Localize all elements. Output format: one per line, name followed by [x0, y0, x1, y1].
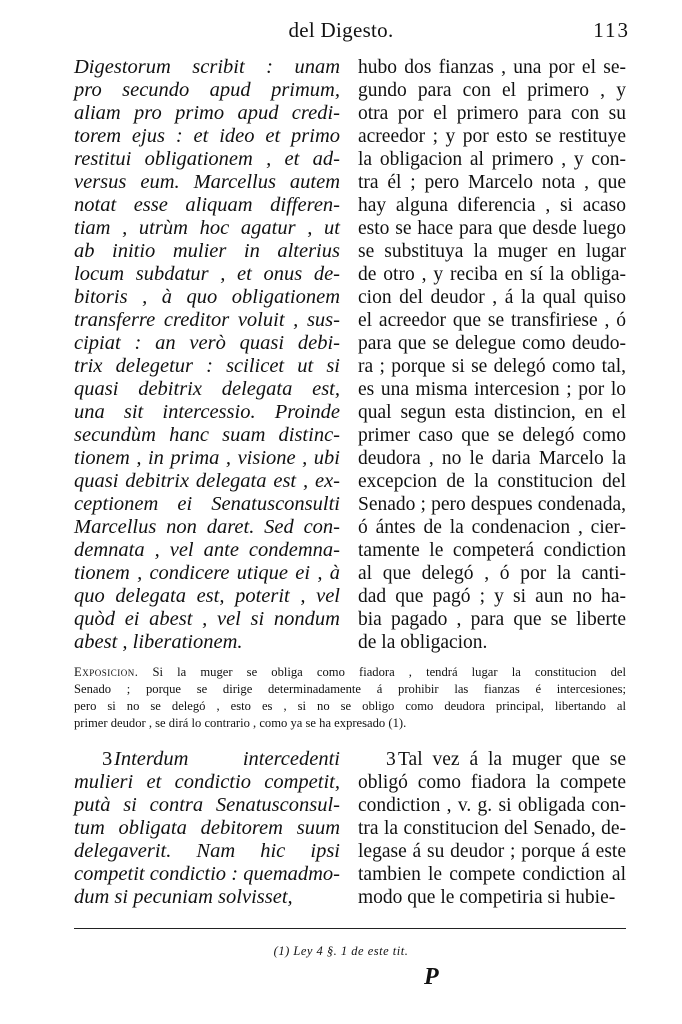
spanish-translation-column: [358, 56, 626, 654]
spanish-text-line: es una misma intercesion ; por lo: [358, 379, 626, 400]
latin-text-line: tiam , utrùm hoc agatur , ut: [74, 217, 340, 239]
latin-text-line: Marcellus non daret. Sed con-: [74, 516, 340, 538]
latin-section-3-line: mulieri et condictio competit,: [74, 771, 340, 793]
latin-text-line: notat esse aliquam differen-: [74, 194, 340, 216]
page-number: 113: [593, 18, 630, 42]
spanish-text-line: tamente le competerá condiction: [358, 540, 626, 561]
spanish-text-line: esto se hace para que desde luego: [358, 218, 626, 239]
page-header: [0, 18, 682, 52]
spanish-text-line: para que se delegue como deudo-: [358, 333, 626, 354]
spanish-text-line: bia pagado , para que se liberte: [358, 609, 626, 630]
spanish-section-3-line: legase á su deudor ; porque á este: [358, 841, 626, 862]
footnote-rule: [74, 928, 626, 929]
latin-text-line: quo delegata est, poterit , vel: [74, 585, 340, 607]
spanish-text-line: Senado ; pero despues condenada,: [358, 494, 626, 515]
latin-text-line: bitoris , à quo obligationem: [74, 286, 340, 308]
latin-text-line: tionem , in prima , visione , ubi: [74, 447, 340, 469]
latin-text-line: demnata , vel ante condemna-: [74, 539, 340, 561]
spanish-text-line: ó ántes de la condenacion , cier-: [358, 517, 626, 538]
spanish-text-line: al que delegó , ó por la canti-: [358, 563, 626, 584]
latin-text-line: secundùm hanc suam distinc-: [74, 424, 340, 446]
exposition-paragraph: [74, 664, 626, 732]
latin-text-line: abest , liberationem.: [74, 631, 243, 653]
latin-section-3-line: competit condictio : quemadmo-: [74, 863, 340, 885]
spanish-section-3-line: modo que le competiria si hubie-: [358, 887, 616, 908]
spanish-text-line: de otro , y reciba en sí la obliga-: [358, 264, 626, 285]
latin-section-3-first-line: 3Interdum intercedenti: [74, 748, 340, 771]
spanish-section-3-line: obligó como fiadora la compete: [358, 772, 626, 793]
latin-text-line: restitui obligationem , et ad-: [74, 148, 340, 170]
section-number: 3: [386, 749, 396, 770]
latin-text-line: Digestorum scribit : unam: [74, 56, 340, 78]
latin-text-line: versus eum. Marcellus autem: [74, 171, 340, 193]
spanish-text-line: gundo para con el primero , y: [358, 80, 626, 101]
latin-text-line: quòd ei abest , vel si nondum: [74, 608, 340, 630]
latin-text-line: una sit intercessio. Proinde: [74, 401, 340, 423]
spanish-section-3-line: tra la constitucion del Senado, de-: [358, 818, 626, 839]
spanish-text-line: de la obligacion.: [358, 632, 488, 653]
latin-text-column: [74, 56, 340, 654]
spanish-section-3-column: [358, 748, 626, 909]
spanish-text-line: cion del deudor , á la qual quiso: [358, 287, 626, 308]
latin-text-line: ceptionem ei Senatusconsulti: [74, 493, 340, 515]
latin-text-line: transferre creditor voluit , sus-: [74, 309, 340, 331]
latin-text-line: cipiat : an verò quasi debi-: [74, 332, 340, 354]
spanish-text-line: acreedor ; y por esto se restituye: [358, 126, 626, 147]
exposition-line-2: Senado ; porque se dirige determinadamente á prohibir las fianzas é intercesiones;: [74, 682, 626, 696]
spanish-text-line: la obligacion al primero , y con-: [358, 149, 626, 170]
spanish-text-line: excepcion de la constitucion del: [358, 471, 626, 492]
spanish-text-line: dad que pagó ; y si aun no ha-: [358, 586, 626, 607]
spanish-text-line: primer caso que se delegó como: [358, 425, 626, 446]
latin-text-line: pro secundo apud primum,: [74, 79, 340, 101]
latin-text-line: quasi debitrix delegata est , ex-: [74, 470, 340, 492]
spanish-text-line: tra él ; pero Marcelo nota , que: [358, 172, 626, 193]
latin-text-line: torem ejus : et ideo et primo: [74, 125, 340, 147]
latin-text-line: aliam pro primo apud credi-: [74, 102, 340, 124]
spanish-text-line: hubo dos fianzas , una por el se-: [358, 57, 626, 78]
latin-section-3-column: [74, 748, 340, 909]
latin-text-line: locum subdatur , et onus de-: [74, 263, 340, 285]
spanish-section-3-line: condiction , v. g. si obligada con-: [358, 795, 626, 816]
spanish-text-line: se substituya la muger en lugar: [358, 241, 626, 262]
latin-text-line: trix delegetur : scilicet ut si: [74, 355, 340, 377]
spanish-section-3-first-line: 3 Tal vez á la muger que se: [358, 748, 626, 771]
exposition-line-3: pero si no se delegó , esto es , si no se obligo como deudora principal, libertando al: [74, 699, 626, 713]
spanish-section-3-line: tambien le compete condiction al: [358, 864, 626, 885]
signature-mark: P: [424, 964, 439, 990]
spanish-text-line: ra ; porque si se delegó como tal,: [358, 356, 626, 377]
latin-section-3-line: putà si contra Senatusconsul-: [74, 794, 340, 816]
section-number: 3: [102, 748, 113, 770]
spanish-text-line: hay alguna diferencia , si acaso: [358, 195, 626, 216]
exposition-lead: Exposicion.: [74, 665, 139, 679]
running-title: del Digesto.: [288, 18, 394, 42]
latin-text-line: tionem , condicere utique ei , à: [74, 562, 340, 584]
latin-section-3-line: tum obligata debitorem suum: [74, 817, 340, 839]
exposition-line-4: primer deudor , se dirá lo contrario , como ya se ha expresado (1).: [74, 716, 407, 730]
latin-text-line: ab initio mulier in alterius: [74, 240, 340, 262]
latin-text-line: quasi debitrix delegata est,: [74, 378, 340, 400]
latin-section-3-line: delegaverit. Nam hic ipsi: [74, 840, 340, 862]
latin-section-3-line: dum si pecuniam solvisset,: [74, 886, 293, 908]
spanish-text-line: deudora , no le daria Marcelo la: [358, 448, 626, 469]
spanish-text-line: otra por el primero para con su: [358, 103, 626, 124]
spanish-text-line: qual segun esta distincion, en el: [358, 402, 626, 423]
footnote: (1) Ley 4 §. 1 de este tit.: [273, 944, 409, 958]
exposition-line-1: Exposicion. Si la muger se obliga como fiadora , tendrá lugar la constitucion del: [74, 665, 626, 679]
spanish-text-line: el acreedor que se transfiriese , ó: [358, 310, 626, 331]
